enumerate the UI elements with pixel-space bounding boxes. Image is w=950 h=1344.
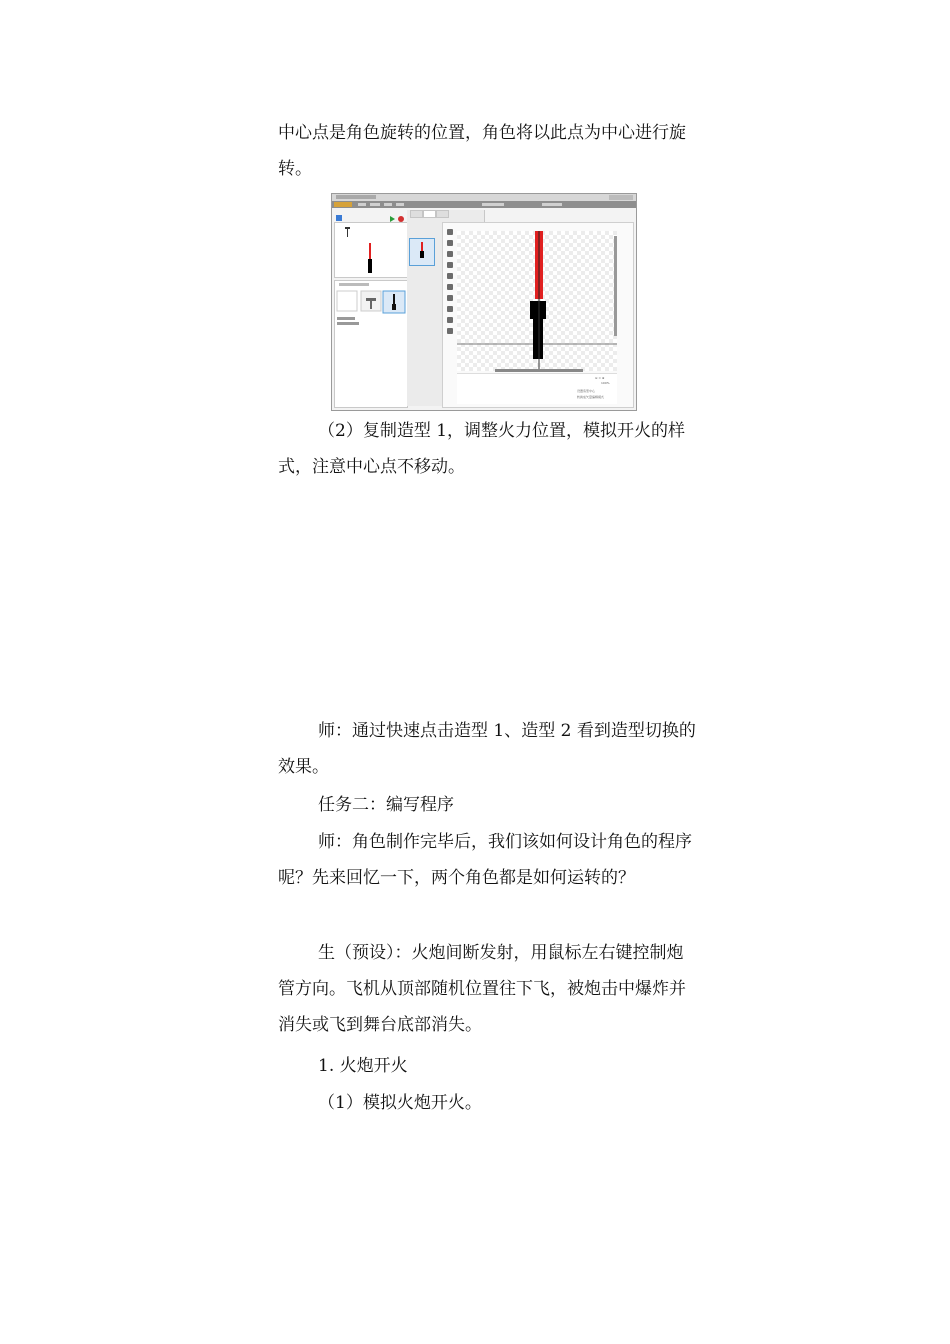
sprite-thumbnails: [335, 281, 407, 407]
sprite-list-panel: [334, 280, 408, 408]
barrel-base: [533, 319, 543, 359]
stamp-icon[interactable]: [447, 317, 453, 323]
rectangle-icon[interactable]: [447, 251, 453, 257]
window-titlebar: [332, 194, 636, 201]
cannon-drawing: [457, 231, 617, 371]
paint-canvas[interactable]: [457, 231, 617, 371]
text-icon[interactable]: [447, 273, 453, 279]
editor-bottom-bar: [457, 373, 617, 404]
paragraph-center-point: 中心点是角色旋转的位置，角色将以此点为中心进行旋转。: [278, 123, 686, 179]
paragraph-student-preset: 生（预设）：火炮间断发射，用鼠标左右键控制炮管方向。飞机从顶部随机位置往下飞，被炮击中爆炸并消失或飞到舞台底部消失。: [278, 943, 686, 1035]
paragraph-cannon-fire: 1. 火炮开火: [318, 1056, 408, 1076]
paragraph-teacher-design: 师：角色制作完毕后，我们该如何设计角色的程序呢？先来回忆一下，两个角色都是如何运转的？: [278, 832, 692, 888]
center-icon[interactable]: [447, 328, 453, 334]
barrel-body: [530, 301, 546, 319]
tab-scripts[interactable]: [410, 210, 423, 218]
tab-costumes[interactable]: [423, 210, 436, 218]
zoom-level: 100%: [601, 381, 610, 385]
line-icon[interactable]: [447, 240, 453, 246]
paint-tools: [445, 229, 455, 339]
stage-preview: [334, 222, 408, 278]
stage-sprite: [335, 223, 407, 277]
zoom-buttons[interactable]: ⊖ = ⊕: [595, 376, 605, 380]
convert-vector-button[interactable]: 转换成矢量编辑模式: [577, 395, 605, 399]
paragraph-teacher-switch: 师：通过快速点击造型 1、造型 2 看到造型切换的效果。: [278, 721, 696, 777]
horizontal-scrollbar: [495, 369, 583, 372]
ellipse-icon[interactable]: [447, 262, 453, 268]
fill-icon[interactable]: [447, 284, 453, 290]
paragraph-simulate-fire: （1）模拟火炮开火。: [318, 1093, 482, 1113]
select-icon[interactable]: [447, 306, 453, 312]
brush-icon[interactable]: [447, 229, 453, 235]
stage-toolbar: [334, 210, 406, 222]
tab-sounds[interactable]: [436, 210, 449, 218]
costume-thumbnail[interactable]: [409, 238, 435, 266]
menu-bar: [332, 201, 636, 208]
vertical-scrollbar: [614, 236, 617, 336]
scratch-logo: [334, 202, 352, 207]
paint-editor: [442, 222, 634, 408]
paragraph-task-two: 任务二：编写程序: [318, 795, 454, 815]
scratch-editor-screenshot: [331, 193, 637, 411]
set-center-button[interactable]: 设置造型中心: [577, 389, 596, 393]
paragraph-copy-costume: （2）复制造型 1，调整火力位置，模拟开火的样式，注意中心点不移动。: [278, 421, 686, 477]
eraser-icon[interactable]: [447, 295, 453, 301]
